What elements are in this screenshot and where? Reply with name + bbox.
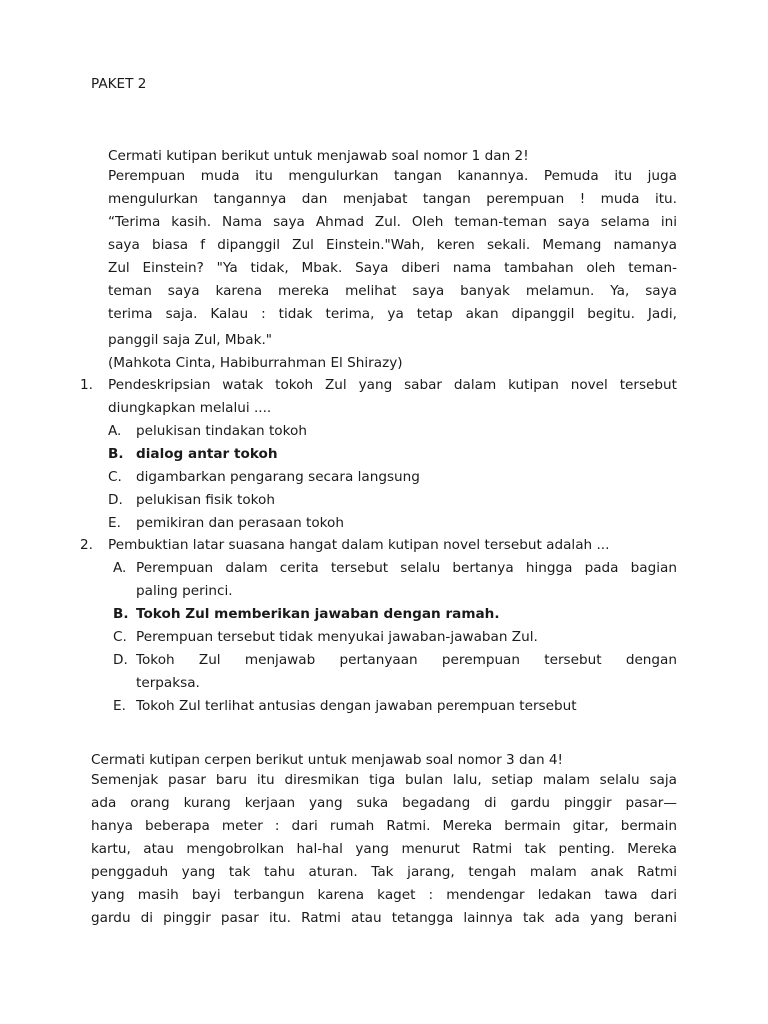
- passage-1-line: “Terima kasih. Nama saya Ahmad Zul. Oleh teman-teman saya selama ini: [108, 214, 677, 230]
- option-text: Tokoh Zul terlihat antusias dengan jawaban perempuan tersebut: [136, 698, 577, 714]
- passage-2-line: Semenjak pasar baru itu diresmikan tiga bulan lalu, setiap malam selalu saja: [91, 772, 677, 788]
- question-text: diungkapkan melalui ....: [108, 400, 272, 416]
- question-1: [80, 374, 677, 535]
- paket-title: PAKET 2: [91, 76, 147, 92]
- option-letter: D.: [113, 652, 128, 668]
- passage-2-line: hanya beberapa meter : dari rumah Ratmi. Mereka bermain gitar, bermain: [91, 818, 677, 834]
- option-text: paling perinci.: [136, 583, 233, 599]
- option-b: [80, 603, 677, 626]
- option-e: [80, 695, 677, 718]
- passage-1-intro: Cermati kutipan berikut untuk menjawab soal nomor 1 dan 2!: [108, 148, 529, 164]
- passage-2-line: penggaduh yang tak tahu aturan. Tak jarang, tengah malam anak Ratmi: [91, 864, 677, 880]
- question-2: [80, 534, 677, 718]
- question-text: Pendeskripsian watak tokoh Zul yang sabar dalam kutipan novel tersebut: [108, 377, 677, 393]
- question-text: Pembuktian latar suasana hangat dalam kutipan novel tersebut adalah ...: [108, 537, 610, 553]
- passage-1-line: terima saja. Kalau : tidak terima, ya tetap akan dipanggil begitu. Jadi,: [108, 306, 677, 322]
- option-letter: D.: [108, 492, 123, 508]
- option-text: Tokoh Zul menjawab pertanyaan perempuan tersebut dengan: [136, 652, 677, 668]
- option-b: [80, 443, 677, 466]
- passage-1-source: (Mahkota Cinta, Habiburrahman El Shirazy): [108, 355, 403, 371]
- option-text: Perempuan dalam cerita tersebut selalu bertanya hingga pada bagian: [136, 560, 677, 576]
- question-number: 1.: [80, 377, 93, 393]
- option-d: [80, 649, 677, 672]
- option-text: dialog antar tokoh: [136, 446, 278, 462]
- option-text: pemikiran dan perasaan tokoh: [136, 515, 344, 531]
- question-number: 2.: [80, 537, 93, 553]
- option-text: pelukisan fisik tokoh: [136, 492, 275, 508]
- option-letter: B.: [113, 606, 129, 622]
- option-c: [80, 466, 677, 489]
- option-d: [80, 489, 677, 512]
- option-a: [80, 557, 677, 580]
- passage-1: [108, 145, 677, 375]
- option-text: Perempuan tersebut tidak menyukai jawaban-jawaban Zul.: [136, 629, 538, 645]
- option-letter: A.: [113, 560, 127, 576]
- option-text: pelukisan tindakan tokoh: [136, 423, 307, 439]
- passage-2-line: kartu, atau mengobrolkan hal-hal yang menurut Ratmi tak penting. Mereka: [91, 841, 677, 857]
- passage-2-line: gardu di pinggir pasar itu. Ratmi atau tetangga lainnya tak ada yang berani: [91, 910, 677, 926]
- passage-1-line: Zul Einstein? "Ya tidak, Mbak. Saya diberi nama tambahan oleh teman-: [108, 260, 677, 276]
- option-a: [80, 420, 677, 443]
- option-text: Tokoh Zul memberikan jawaban dengan ramah.: [136, 606, 500, 622]
- passage-1-line: mengulurkan tangannya dan menjabat tangan perempuan ! muda itu.: [108, 191, 677, 207]
- option-text: digambarkan pengarang secara langsung: [136, 469, 420, 485]
- option-c: [80, 626, 677, 649]
- passage-1-line: Perempuan muda itu mengulurkan tangan kanannya. Pemuda itu juga: [108, 168, 677, 184]
- option-letter: C.: [113, 629, 127, 645]
- option-letter: E.: [108, 515, 121, 531]
- passage-1-line: panggil saja Zul, Mbak.": [108, 332, 273, 348]
- option-letter: B.: [108, 446, 124, 462]
- passage-1-line: teman saya karena mereka melihat saya banyak melamun. Ya, saya: [108, 283, 677, 299]
- passage-2-intro: Cermati kutipan cerpen berikut untuk menjawab soal nomor 3 dan 4!: [91, 752, 563, 768]
- passage-1-line: saya biasa f dipanggil Zul Einstein."Wah, keren sekali. Memang namanya: [108, 237, 677, 253]
- passage-2-line: yang masih bayi terbangun karena kaget : mendengar ledakan tawa dari: [91, 887, 677, 903]
- option-text: terpaksa.: [136, 675, 200, 691]
- passage-2-line: ada orang kurang kerjaan yang suka begadang di gardu pinggir pasar—: [91, 795, 677, 811]
- option-letter: E.: [113, 698, 126, 714]
- option-e: [80, 512, 677, 535]
- passage-2: [91, 749, 677, 933]
- option-letter: A.: [108, 423, 122, 439]
- option-letter: C.: [108, 469, 122, 485]
